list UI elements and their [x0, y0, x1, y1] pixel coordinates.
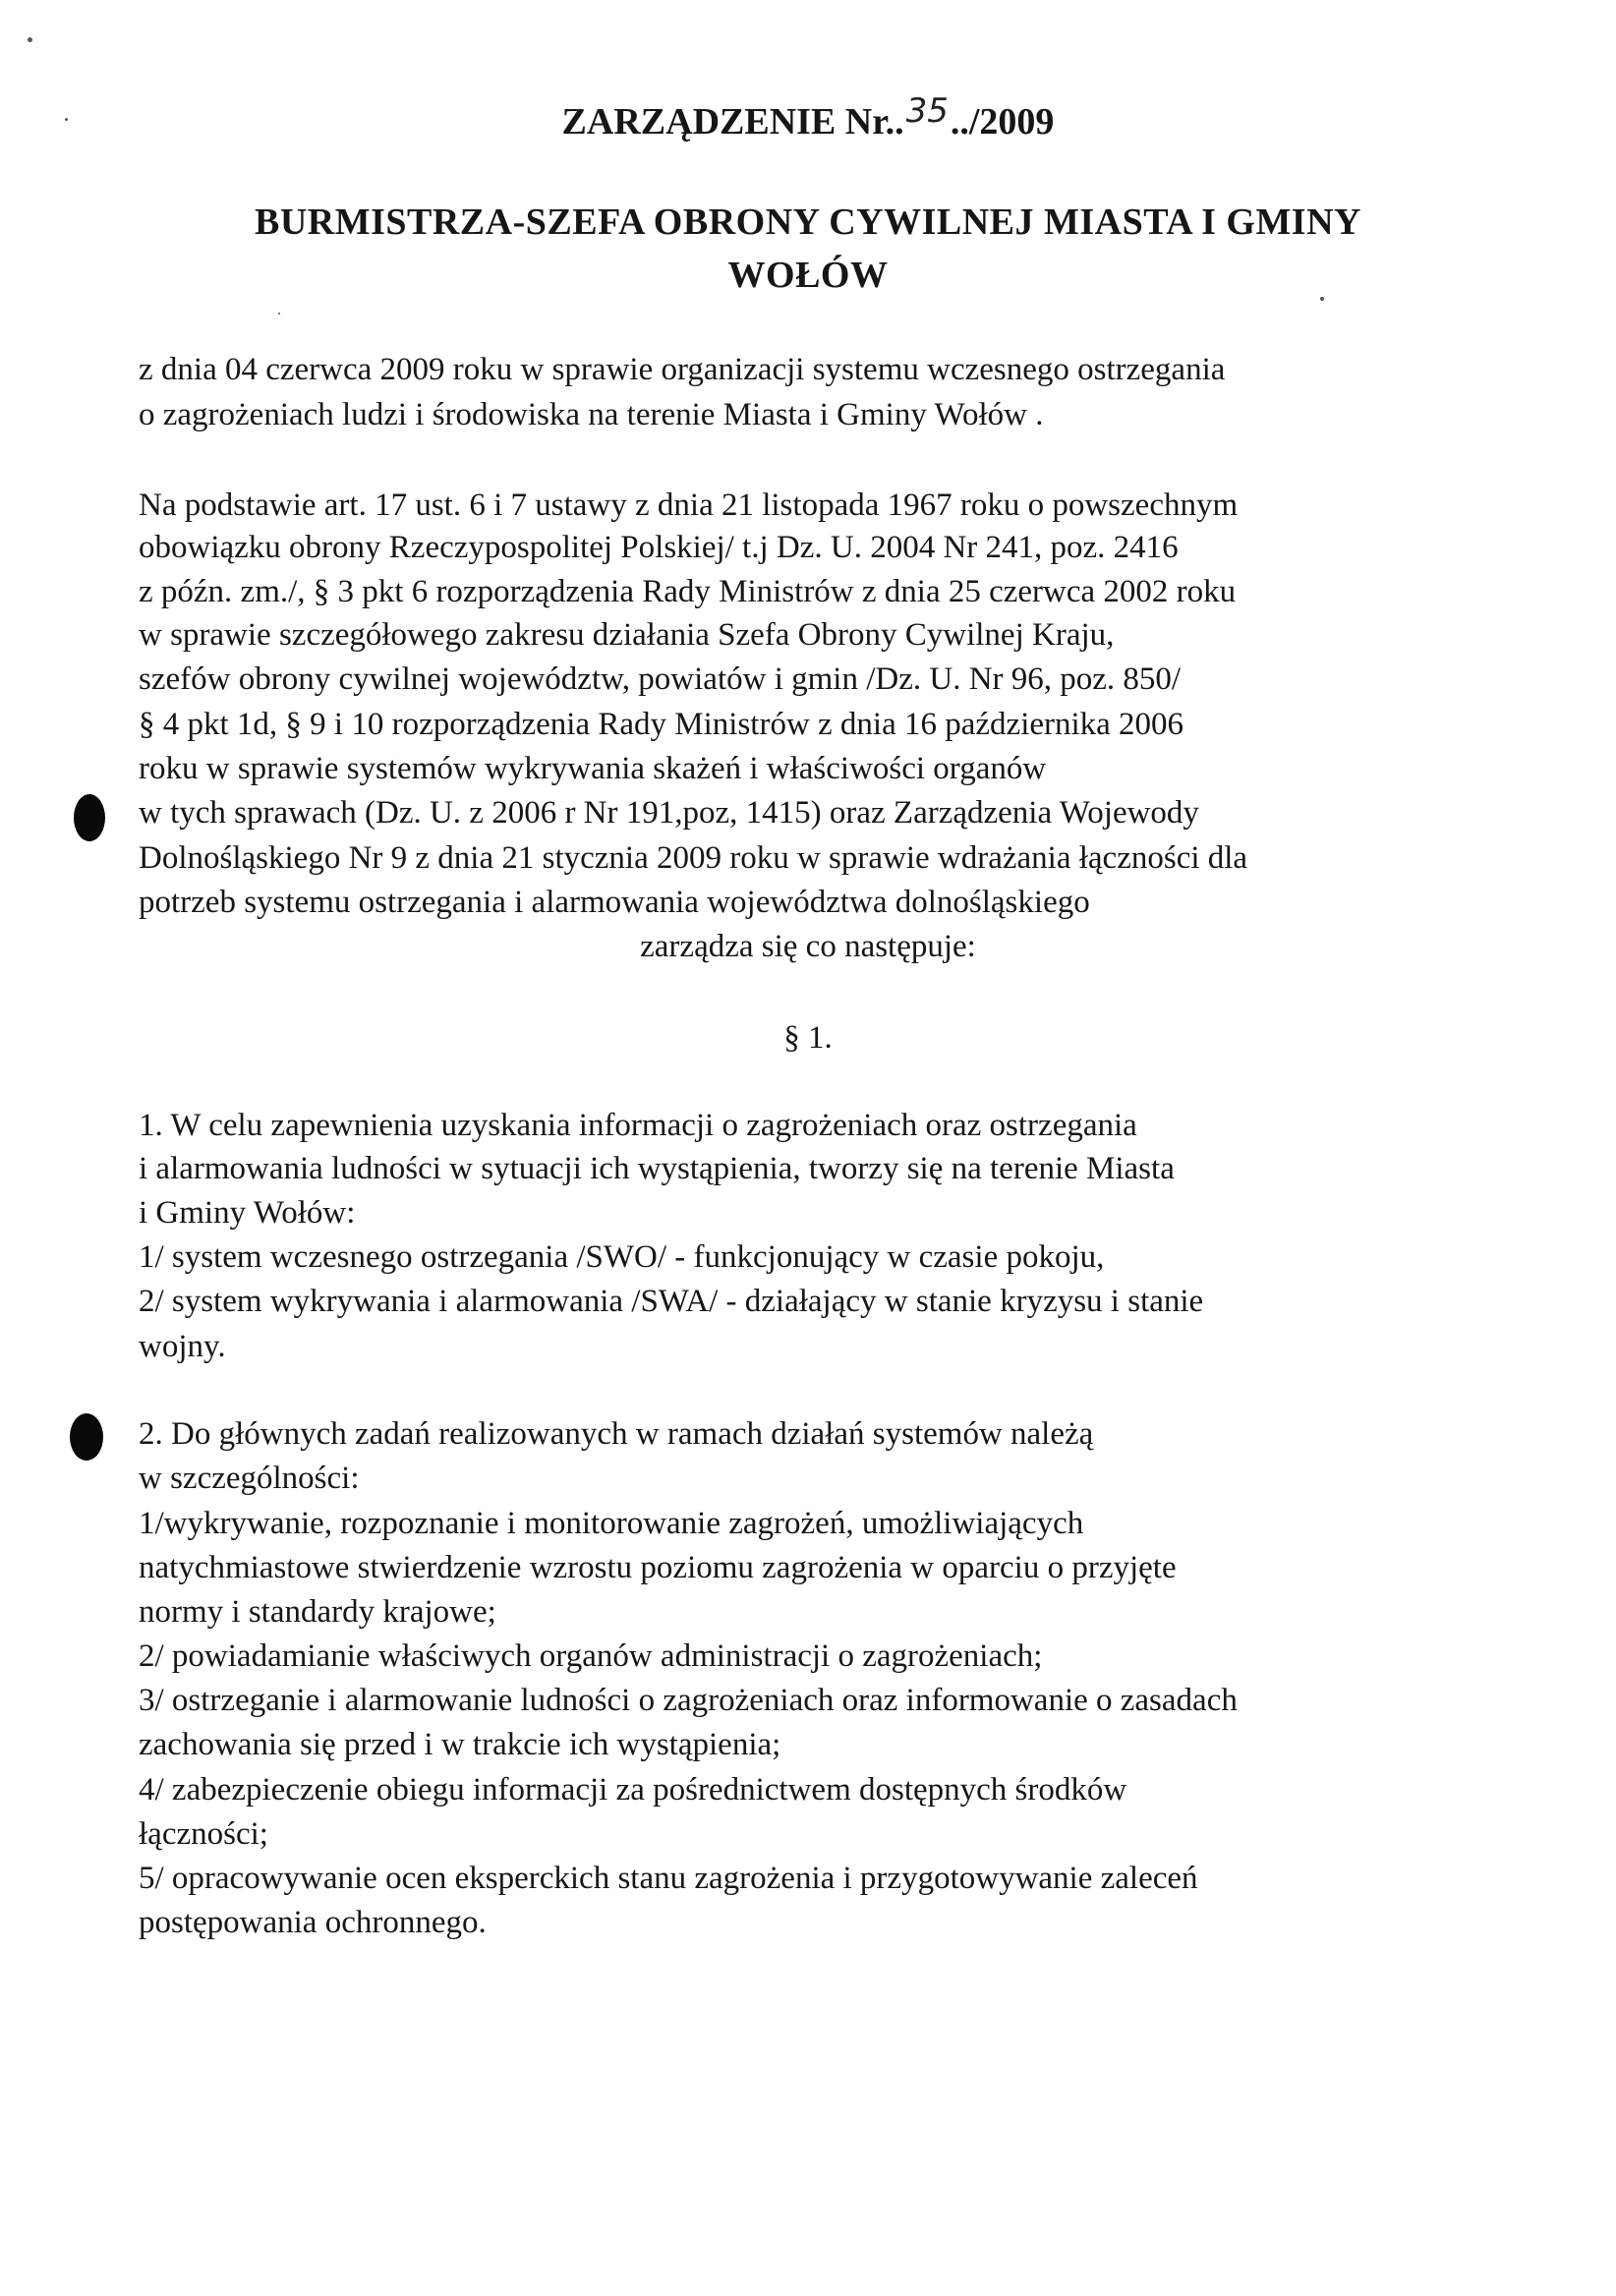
basis-line: obowiązku obrony Rzeczypospolitej Polskiej/ t.j Dz. U. 2004 Nr 241, poz. 2416 [139, 530, 1179, 565]
decree-title: ZARZĄDZENIE Nr..35../2009 [561, 91, 1055, 143]
point1-line: wojny. [139, 1329, 226, 1364]
issuer-line-1: BURMISTRZA-SZEFA OBRONY CYWILNEJ MIASTA I GMINY [255, 201, 1361, 243]
section-mark: § 1. [783, 1020, 833, 1056]
issuer-line-2: WOŁÓW [727, 255, 889, 296]
handwritten-number: 35 [905, 91, 949, 131]
point2-line: natychmiastowe stwierdzenie wzrostu poziomu zagrożenia w oparciu o przyjęte [139, 1550, 1177, 1585]
basis-line: szefów obrony cywilnej województw, powiatów i gmin /Dz. U. Nr 96, poz. 850/ [139, 661, 1182, 697]
point2-line: normy i standardy krajowe; [139, 1594, 496, 1630]
point2-line: 2. Do głównych zadań realizowanych w ramach działań systemów należą [139, 1416, 1094, 1452]
scan-speck [278, 313, 280, 315]
basis-line: potrzeb systemu ostrzegania i alarmowania województwa dolnośląskiego [139, 885, 1090, 920]
scan-speck [28, 37, 32, 42]
point2-line: łączności; [139, 1816, 268, 1852]
decree-phrase: zarządza się co następuje: [640, 929, 976, 964]
intro-line: z dnia 04 czerwca 2009 roku w sprawie organizacji systemu wczesnego ostrzegania [139, 352, 1226, 387]
basis-line: Dolnośląskiego Nr 9 z dnia 21 stycznia 2009 roku w sprawie wdrażania łączności dla [139, 840, 1248, 876]
point2-line: 4/ zabezpieczenie obiegu informacji za pośrednictwem dostępnych środków [139, 1772, 1127, 1808]
point1-line: i Gminy Wołów: [139, 1195, 356, 1231]
punch-hole [70, 1413, 103, 1461]
point2-line: 5/ opracowywanie ocen eksperckich stanu zagrożenia i przygotowywanie zaleceń [139, 1861, 1198, 1896]
basis-line: w tych sprawach (Dz. U. z 2006 r Nr 191,poz, 1415) oraz Zarządzenia Wojewody [139, 795, 1199, 831]
point2-line: postępowania ochronnego. [139, 1905, 487, 1940]
basis-line: Na podstawie art. 17 ust. 6 i 7 ustawy z dnia 21 listopada 1967 roku o powszechnym [139, 488, 1239, 523]
basis-line: roku w sprawie systemów wykrywania skażeń i właściwości organów [139, 751, 1047, 786]
point2-line: zachowania się przed i w trakcie ich wystąpienia; [139, 1727, 781, 1762]
point2-line: 3/ ostrzeganie i alarmowanie ludności o zagrożeniach oraz informowanie o zasadach [139, 1683, 1238, 1718]
intro-line: o zagrożeniach ludzi i środowiska na terenie Miasta i Gminy Wołów . [139, 397, 1044, 432]
point1-line: 2/ system wykrywania i alarmowania /SWA/ - działający w stanie kryzysu i stanie [139, 1284, 1204, 1319]
point1-line: i alarmowania ludności w sytuacji ich wystąpienia, tworzy się na terenie Miasta [139, 1151, 1175, 1186]
basis-line: § 4 pkt 1d, § 9 i 10 rozporządzenia Rady Ministrów z dnia 16 października 2006 [139, 707, 1184, 742]
point2-line: 1/wykrywanie, rozpoznanie i monitorowanie zagrożeń, umożliwiających [139, 1506, 1084, 1541]
basis-line: w sprawie szczegółowego zakresu działania Szefa Obrony Cywilnej Kraju, [139, 617, 1115, 653]
point1-line: 1/ system wczesnego ostrzegania /SWO/ - funkcjonujący w czasie pokoju, [139, 1239, 1105, 1275]
point2-line: w szczególności: [139, 1461, 360, 1496]
punch-hole [74, 794, 105, 841]
point2-line: 2/ powiadamianie właściwych organów administracji o zagrożeniach; [139, 1638, 1043, 1674]
point1-line: 1. W celu zapewnienia uzyskania informacji o zagrożeniach oraz ostrzegania [139, 1108, 1137, 1143]
basis-line: z późn. zm./, § 3 pkt 6 rozporządzenia Rady Ministrów z dnia 25 czerwca 2002 roku [139, 574, 1237, 609]
